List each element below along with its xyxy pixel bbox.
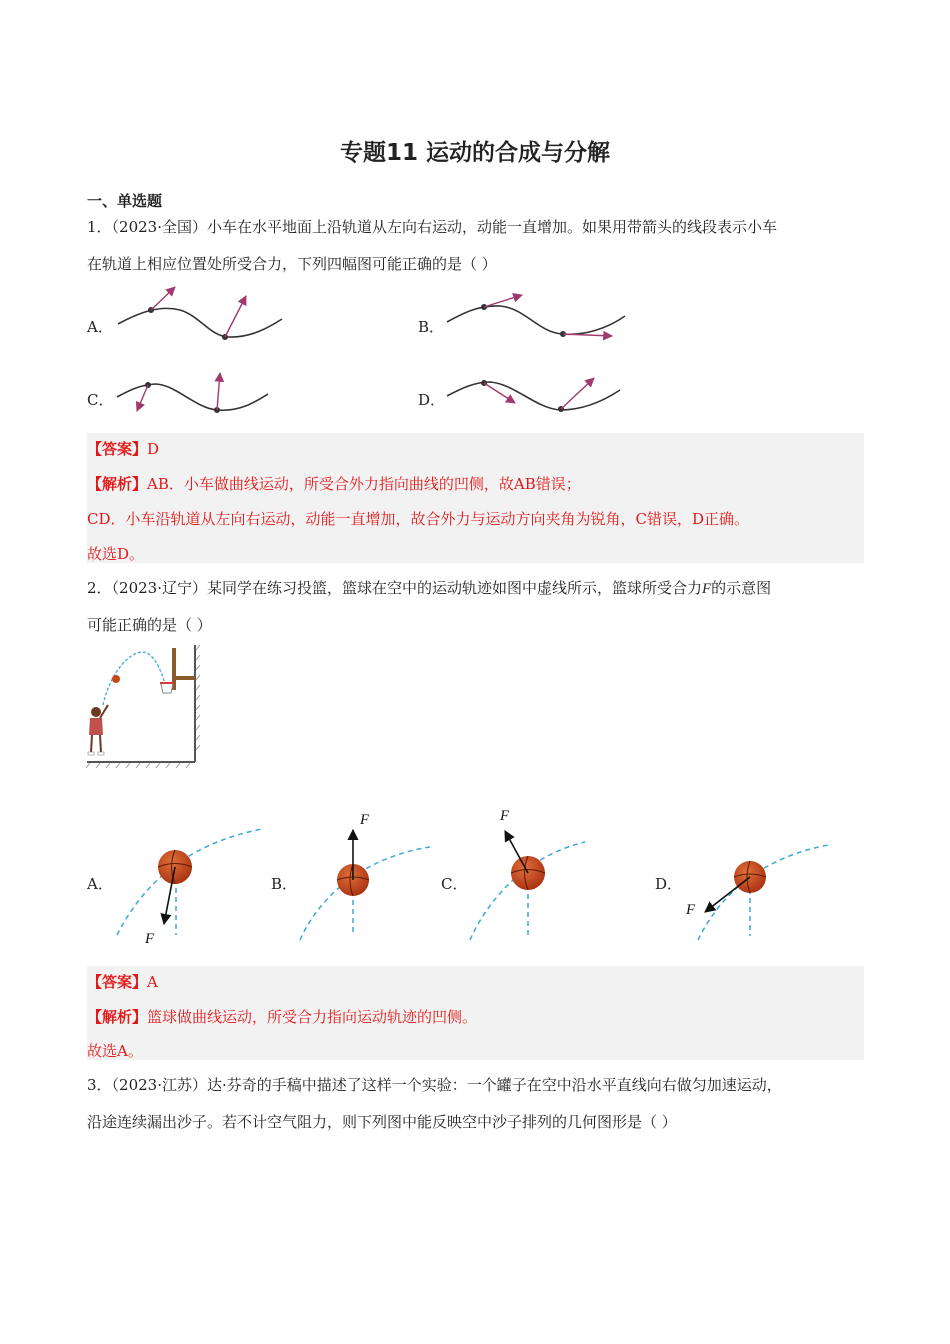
q1-conclusion: 故选D。 (87, 545, 145, 563)
q1-option-c-label: C． (87, 391, 114, 409)
q1-answer-value: D (147, 440, 160, 458)
q2-option-c-label: C． (441, 875, 468, 893)
q1-answer-tag: 【答案】 (87, 440, 148, 458)
q2-answer-value: A (147, 973, 158, 991)
q1-option-d-label: D． (418, 391, 446, 409)
q1-stem-line1: 1．（2023·全国）小车在水平地面上沿轨道从左向右运动，动能一直增加。如果用带箭头的线段表示小车 (87, 218, 777, 236)
q2-option-a-label: A． (87, 875, 113, 893)
q2-figure-d (685, 845, 828, 940)
q2-stem-text: 2．（2023·辽宁）某同学在练习投篮，篮球在空中的运动轨迹如图中虚线所示，篮球所受合力 (87, 579, 702, 597)
q2-figure-a (117, 829, 262, 947)
q1-analysis-tag: 【解析】 (87, 475, 148, 493)
svg-text:F: F (145, 931, 155, 947)
q2-force-symbol: F (702, 581, 712, 597)
q3-stem-line1: 3．（2023·江苏）达·芬奇的手稿中描述了这样一个实验：一个罐子在空中沿水平直线向右做匀加速运动， (87, 1076, 782, 1094)
q1-analysis-line2: CD．小车沿轨道从左向右运动，动能一直增加，故合外力与运动方向夹角为锐角，C错误，D正确。 (87, 510, 750, 528)
q2-answer-tag: 【答案】 (87, 973, 148, 991)
q2-analysis-line1: 篮球做曲线运动，所受合力指向运动轨迹的凹侧。 (147, 1008, 478, 1026)
page-title: 专题11 运动的合成与分解 (339, 140, 610, 166)
q2-figure-b (300, 812, 430, 940)
section-heading: 一、单选题 (87, 192, 163, 210)
q2-stem-end: 的示意图 (711, 579, 772, 597)
q2-stem-line2: 可能正确的是（ ） (87, 616, 212, 634)
q1-option-a-label: A． (87, 318, 113, 336)
svg-text:F: F (686, 902, 696, 918)
svg-text:F: F (500, 808, 510, 824)
q2-conclusion: 故选A。 (87, 1042, 143, 1060)
q1-stem-line2: 在轨道上相应位置处所受合力，下列四幅图可能正确的是（ ） (87, 255, 497, 273)
q2-answer-box (87, 966, 864, 1060)
q2-analysis-row (87, 1006, 477, 1027)
q1-option-b-label: B． (418, 318, 445, 336)
svg-text:F: F (360, 812, 370, 828)
q2-analysis-tag: 【解析】 (87, 1008, 148, 1026)
q3-stem-line2: 沿途连续漏出沙子。若不计空气阻力，则下列图中能反映空中沙子排列的几何图形是（ ） (87, 1113, 677, 1131)
q1-analysis-line1: AB．小车做曲线运动，所受合外力指向曲线的凹侧，故AB错误； (147, 475, 581, 493)
q2-figure-c (470, 808, 585, 940)
q2-answer-row (87, 971, 158, 992)
q2-option-b-label: B． (271, 875, 298, 893)
q2-option-d-label: D． (655, 875, 683, 893)
